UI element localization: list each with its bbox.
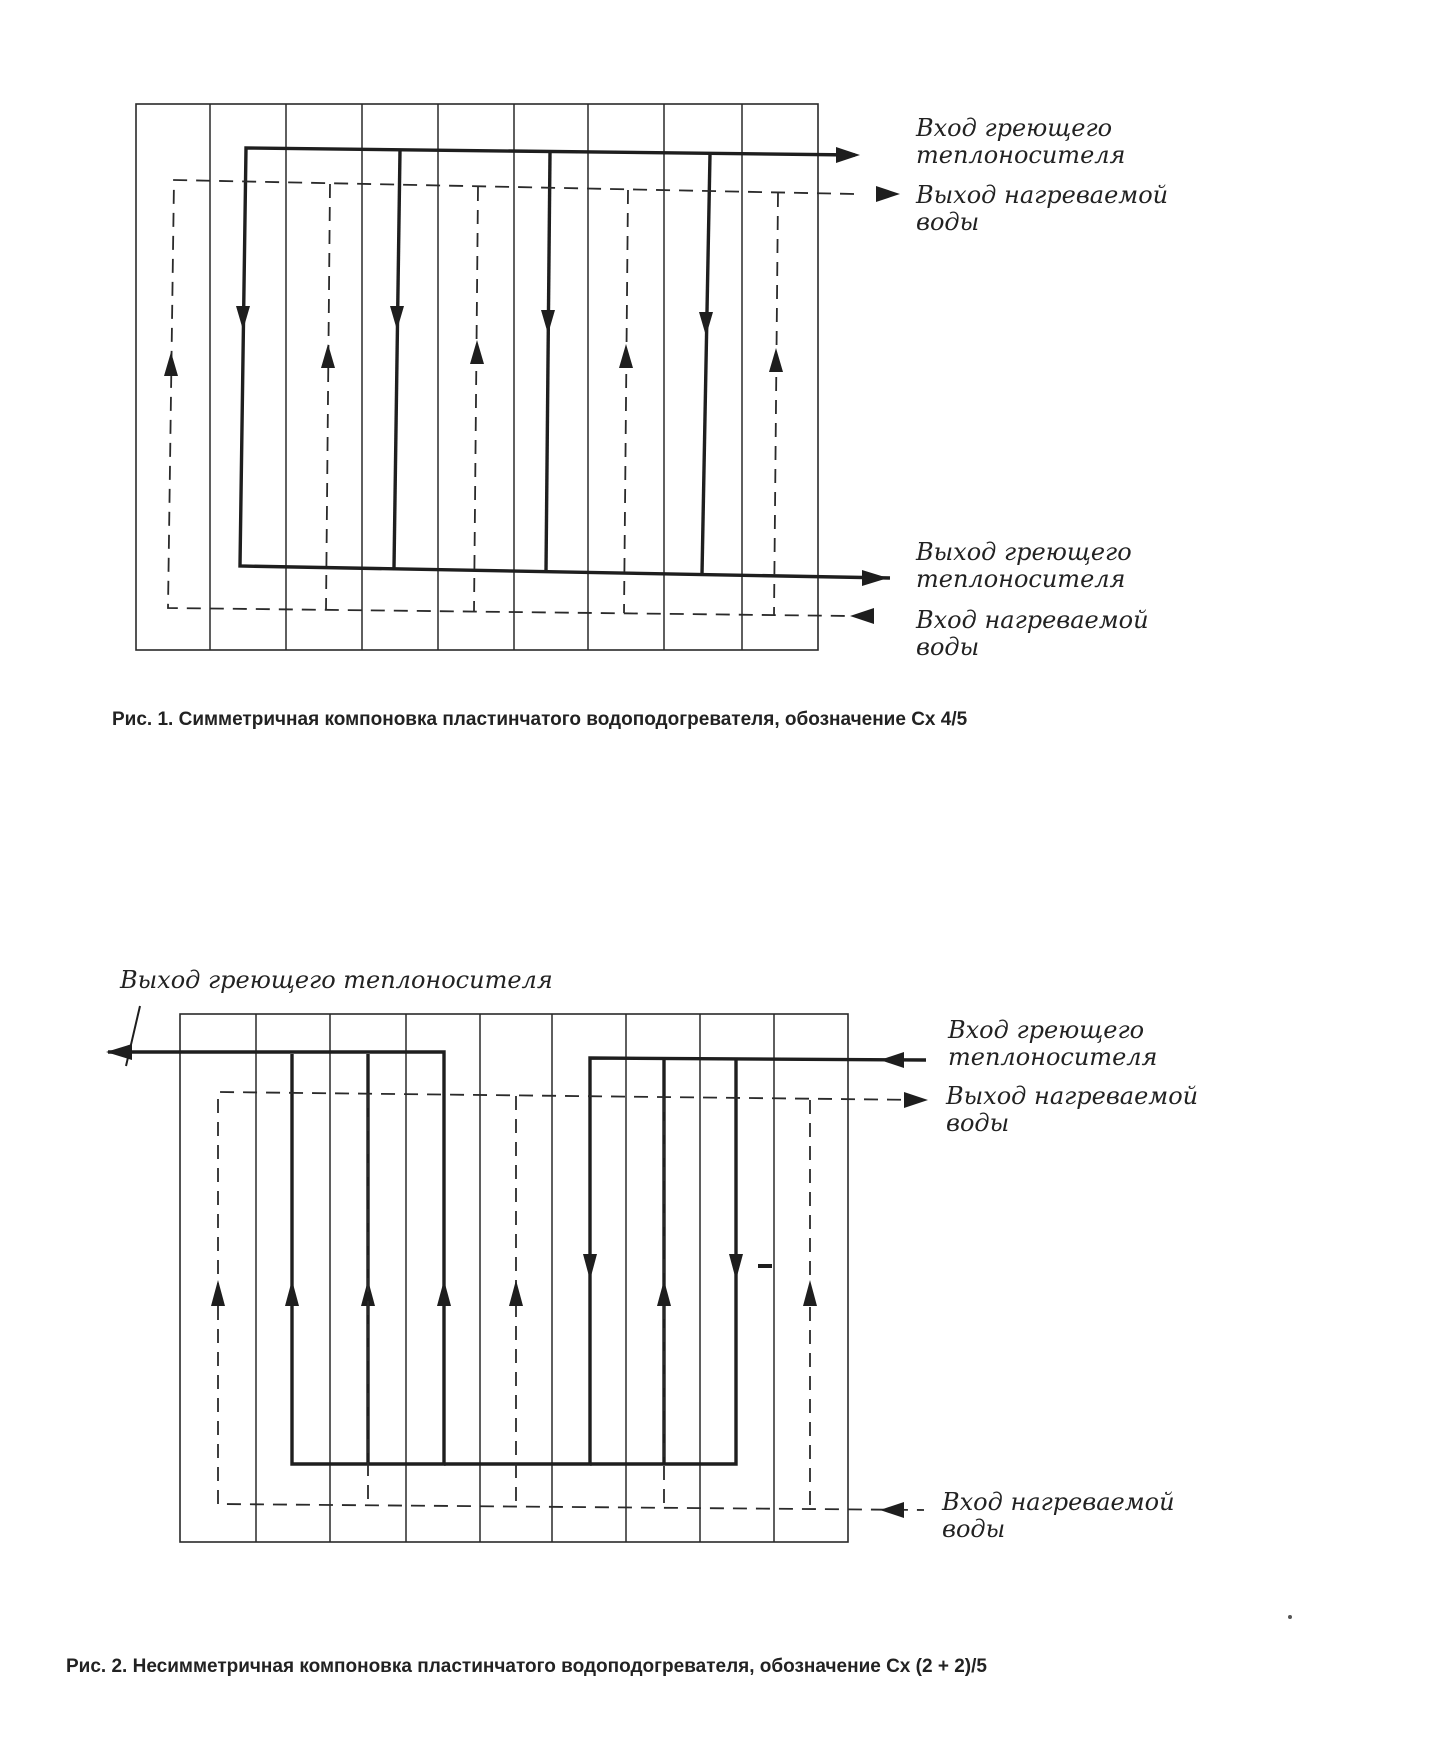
fig2-hot-down-arrow-2 <box>729 1254 743 1280</box>
fig1-cold-inlet-arrow <box>850 608 874 624</box>
fig2-caption: Рис. 2. Несимметричная компоновка пластинчатого водоподогревателя, обозначение Сх (2 + 2)/5 <box>66 1656 987 1677</box>
fig2-label-cold-out-line1: Выход нагреваемой <box>946 1082 1199 1110</box>
fig1-cold-outlet-arrow <box>876 186 900 202</box>
fig1-label-cold-out-line2: воды <box>916 208 980 236</box>
fig2-cold-outlet-arrow <box>904 1092 928 1108</box>
fig1-caption: Рис. 1. Симметричная компоновка пластинчатого водоподогревателя, обозначение Сх 4/5 <box>112 709 968 730</box>
fig2-label-cold-in-line2: воды <box>942 1515 1006 1543</box>
fig1-label-cold-in-line1: Вход нагреваемой <box>916 606 1149 634</box>
fig1-label-hot-in-line1: Вход греющего <box>916 114 1113 142</box>
fig1-label-hot-in-line2: теплоносителя <box>916 141 1126 169</box>
fig2-hot-down-arrow-1 <box>583 1254 597 1280</box>
fig1-label-hot-out-line1: Выход греющего <box>916 538 1132 566</box>
fig2-label-cold-out-line2: воды <box>946 1109 1010 1137</box>
fig2-cold-inlet-arrow <box>880 1502 904 1518</box>
figure-2 <box>66 966 1198 1677</box>
fig2-label-hot-in-line2: теплоносителя <box>948 1043 1158 1071</box>
fig1-cold-flow-path <box>164 180 900 624</box>
fig1-label-hot-out-line2: теплоносителя <box>916 565 1126 593</box>
fig2-cold-up-arrow-1 <box>211 1280 225 1306</box>
fig2-hot-inlet-arrow <box>880 1052 904 1068</box>
fig1-cold-up-arrow-1 <box>164 352 178 376</box>
fig2-cold-up-arrow-4 <box>803 1280 817 1306</box>
scan-speck-1 <box>1288 1615 1292 1619</box>
fig1-hot-down-arrow-1 <box>236 306 250 330</box>
fig1-label-cold-out-line1: Выход нагреваемой <box>916 181 1169 209</box>
fig1-cold-up-arrow-3 <box>470 340 484 364</box>
fig2-label-cold-in-line1: Вход нагреваемой <box>942 1488 1175 1516</box>
fig1-hot-down-arrow-3 <box>541 310 555 334</box>
fig1-hot-inlet-arrow <box>836 147 860 163</box>
fig1-cold-up-arrow-2 <box>321 344 335 368</box>
fig2-cold-up-arrow-3 <box>657 1280 671 1306</box>
fig1-hot-down-arrow-4 <box>699 312 713 336</box>
figure-1 <box>112 104 1168 730</box>
fig1-hot-outlet-arrow <box>862 570 888 586</box>
fig1-cold-up-arrow-4 <box>619 344 633 368</box>
fig2-hot-up-arrow-3 <box>437 1280 451 1306</box>
fig1-hot-down-arrow-2 <box>390 306 404 330</box>
fig2-label-hot-in-line1: Вход греющего <box>948 1016 1145 1044</box>
fig2-cold-up-arrow-2 <box>509 1280 523 1306</box>
fig1-cold-up-arrow-5 <box>769 348 783 372</box>
fig2-hot-outlet-arrow <box>106 1044 132 1060</box>
fig2-cold-flow-path <box>211 1092 928 1518</box>
fig2-hot-up-arrow-1 <box>285 1280 299 1306</box>
fig2-label-hot-out: Выход греющего теплоносителя <box>120 966 553 994</box>
fig1-label-cold-in-line2: воды <box>916 633 980 661</box>
